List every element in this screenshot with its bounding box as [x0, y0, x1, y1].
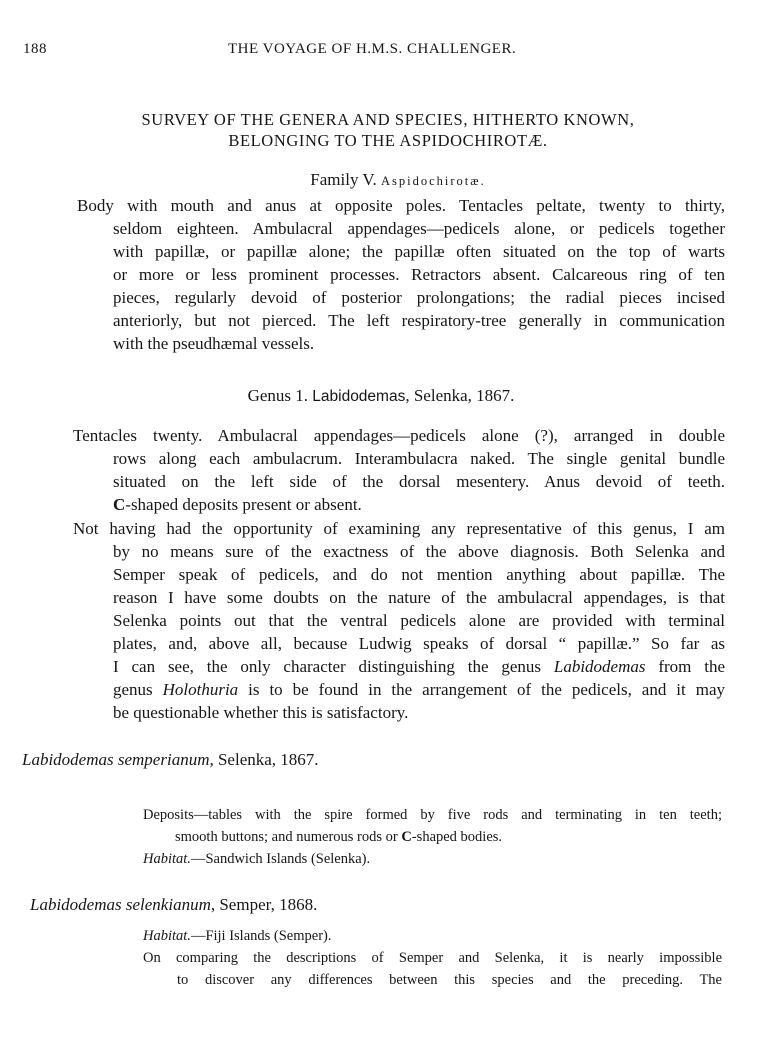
- text-line: by no means sure of the exactness of the above diagnosis. Both Selenka and: [113, 542, 725, 561]
- species-authority: , Semper, 1868.: [210, 895, 318, 914]
- text-line: anteriorly, but not pierced. The left respiratory-tree generally in communication: [113, 311, 725, 330]
- genus-heading-name: Labidodemas: [312, 388, 406, 405]
- text-line: seldom eighteen. Ambulacral appendages—pedicels alone, or pedicels together: [113, 219, 725, 238]
- running-title: THE VOYAGE OF H.M.S. CHALLENGER.: [228, 41, 517, 57]
- text-line: Semper speak of pedicels, and do not mention anything about papillæ. The: [113, 565, 725, 584]
- text-line: rows along each ambulacrum. Interambulacra naked. The single genital bundle: [113, 449, 725, 468]
- text-line: Tentacles twenty. Ambulacral appendages—pedicels alone (?), arranged in double: [73, 426, 725, 445]
- text-line: Selenka points out that the ventral pedicels alone are provided with terminal: [113, 611, 725, 630]
- species-name: Labidodemas selenkianum: [30, 895, 211, 914]
- species-1-description: [143, 804, 722, 870]
- text-line: Deposits—tables with the spire formed by five rods and terminating in ten teeth;: [143, 807, 722, 823]
- text-line: or more or less prominent processes. Retractors absent. Calcareous ring of ten: [113, 265, 725, 284]
- genus-heading: [0, 386, 769, 407]
- text-line: On comparing the descriptions of Semper and Selenka, it is nearly impossible: [143, 950, 722, 966]
- text-line: genus Holothuria is to be found in the arrangement of the pedicels, and it may: [113, 680, 725, 699]
- text-line: be questionable whether this is satisfactory.: [113, 703, 409, 722]
- family-description: [77, 194, 725, 355]
- text-line: plates, and, above all, because Ludwig speaks of dorsal “ papillæ.” So far as: [113, 634, 725, 653]
- text-line: Not having had the opportunity of examining any representative of this genus, I am: [73, 519, 725, 538]
- text-line: to discover any differences between this species and the preceding. The: [177, 972, 722, 988]
- text-line: situated on the left side of the dorsal mesentery. Anus devoid of teeth.: [113, 472, 725, 491]
- species-name: Labidodemas semperianum: [22, 750, 210, 769]
- text-line: C-shaped deposits present or absent.: [113, 495, 362, 514]
- text-line: Body with mouth and anus at opposite poles. Tentacles peltate, twenty to thirty,: [77, 196, 725, 215]
- page-number: 188: [23, 41, 47, 57]
- text-line: Habitat.—Sandwich Islands (Selenka).: [143, 851, 371, 867]
- genus-heading-prefix: Genus 1.: [247, 386, 313, 405]
- text-line: with papillæ, or papillæ alone; the papillæ often situated on the top of warts: [113, 242, 725, 261]
- genus-description: [73, 424, 725, 516]
- family-heading-name: Aspidochirotæ.: [380, 174, 486, 188]
- text-line: Habitat.—Fiji Islands (Semper).: [143, 928, 332, 944]
- text-line: pieces, regularly devoid of posterior prolongations; the radial pieces incised: [113, 288, 725, 307]
- survey-title-line-2: BELONGING TO THE ASPIDOCHIROTÆ.: [228, 131, 548, 150]
- family-heading-prefix: Family V.: [310, 170, 381, 189]
- text-line: smooth buttons; and numerous rods or C-shaped bodies.: [175, 829, 503, 845]
- species-2-description: [143, 925, 722, 991]
- genus-heading-suffix: , Selenka, 1867.: [405, 386, 515, 405]
- text-line: with the pseudhæmal vessels.: [113, 334, 315, 353]
- survey-title-line-1: SURVEY OF THE GENERA AND SPECIES, HITHERTO KNOWN,: [141, 110, 635, 129]
- species-heading-1: [22, 750, 319, 770]
- species-heading-2: [30, 895, 317, 915]
- family-heading: [10, 170, 776, 191]
- text-line: reason I have some doubts on the nature of the ambulacral appendages, is that: [113, 588, 725, 607]
- species-authority: , Selenka, 1867.: [209, 750, 319, 769]
- text-line: I can see, the only character distinguishing the genus Labidodemas from the: [113, 657, 725, 676]
- genus-discussion: [73, 517, 725, 724]
